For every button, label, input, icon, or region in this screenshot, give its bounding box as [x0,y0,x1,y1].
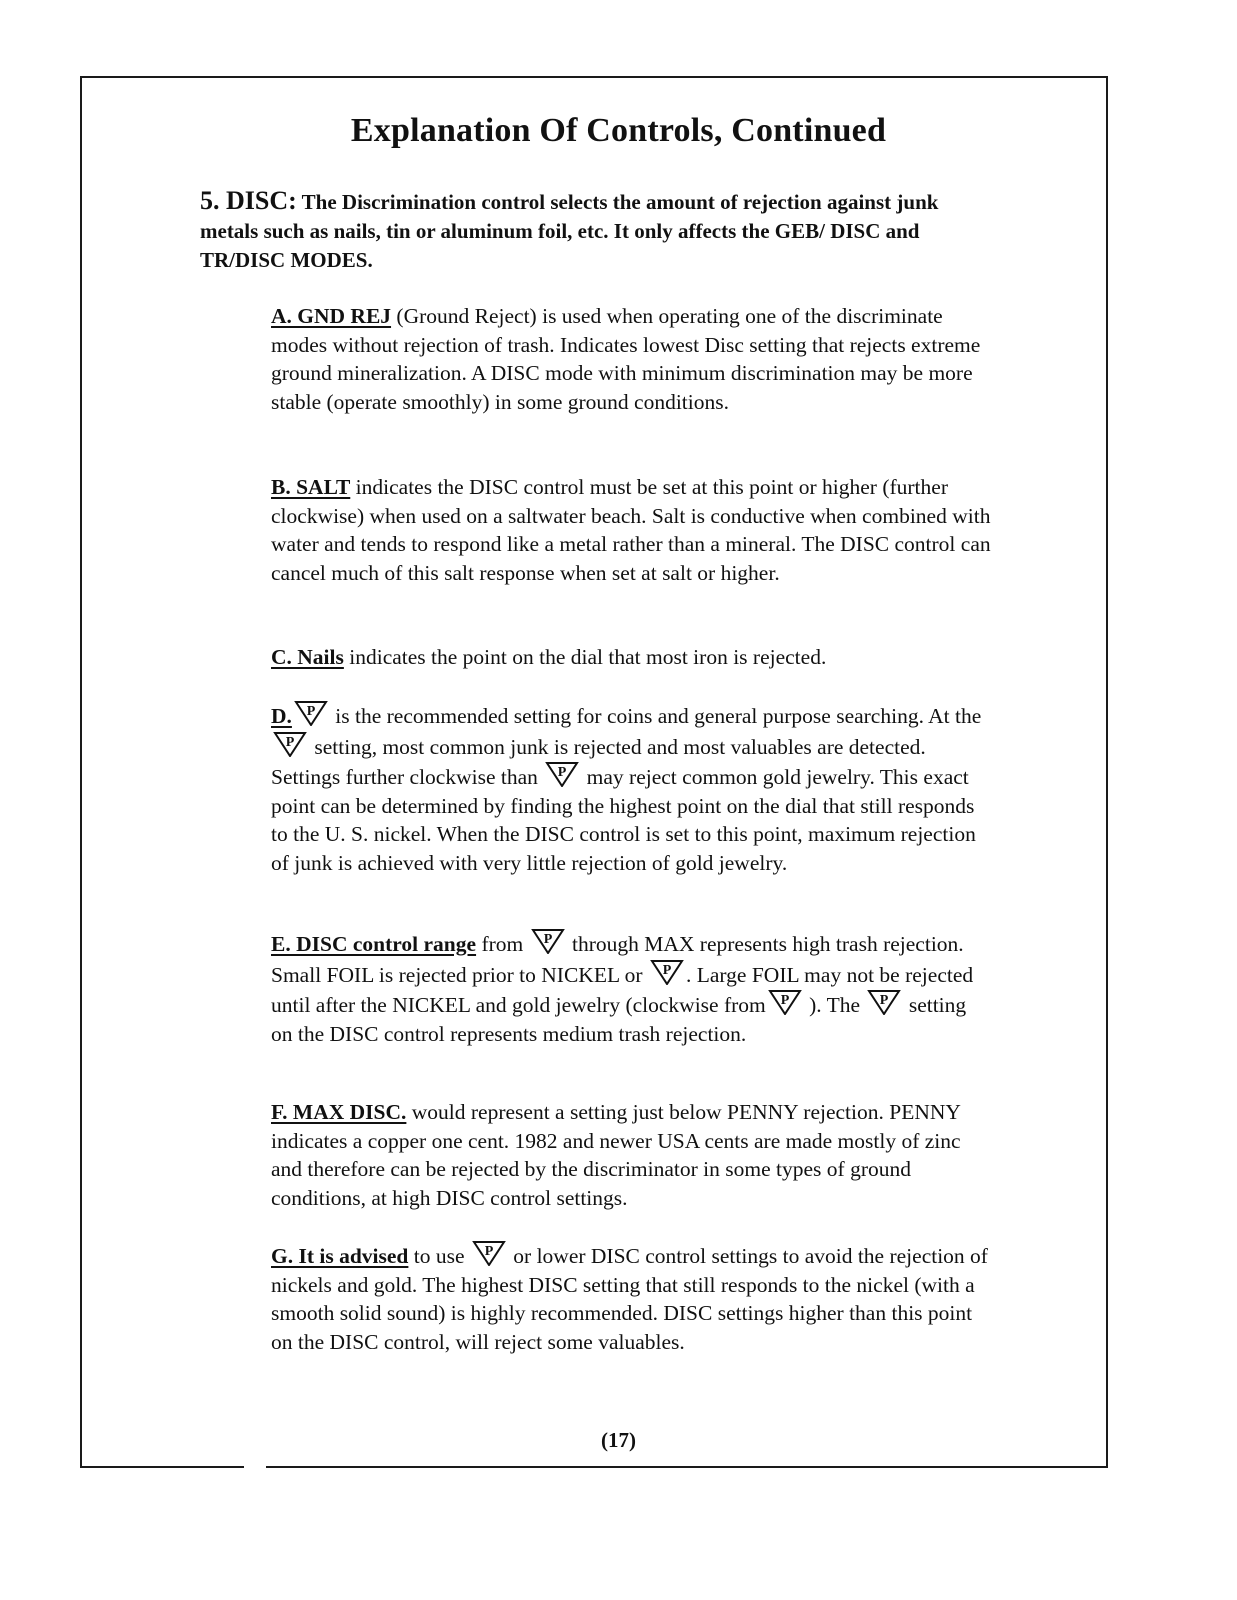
border-gap [244,1464,266,1472]
page-number: (17) [601,1428,636,1452]
section-f [271,1098,991,1212]
section-g [271,1240,991,1356]
section-c [271,643,991,672]
section-e-text-2: through MAX represents high trash rejection. Small FOIL is rejected prior to NICKEL or [271,932,964,987]
section-c-lead: C. Nails [271,645,344,669]
section-b-lead: B. SALT [271,475,351,499]
disc-intro [200,186,1000,275]
section-e-text-5: setting on the DISC control represents medium trash rejection. [271,993,967,1046]
p-triangle-icon [472,1240,506,1266]
section-d-lead: D. [271,704,292,728]
page-title: Explanation Of Controls, Continued [350,112,887,149]
p-triangle-icon [768,989,802,1015]
section-c-text: indicates the point on the dial that most iron is rejected. [343,645,827,669]
disc-intro-text: The Discrimination control selects the amount of rejection against junk metals such as nails, tin or aluminum foil, etc. It only affects the GEB/ DISC and TR/DISC MODES. [200,190,939,272]
section-e-text-3: . Large FOIL may not be rejected until after the NICKEL and gold jewelry (clockwise from [271,962,974,1017]
section-b-text: indicates the DISC control must be set at this point or higher (further clockwise) when used on a saltwater beach. Salt is conductive when combined with water and tends to respond like a metal rather than a mineral. The DISC control can cancel much of this salt response when set at salt or higher. [271,475,991,585]
section-g-text-2: or lower DISC control settings to avoid the rejection of nickels and gold. The highest DISC setting that still responds to the nickel (with a smooth solid sound) is highly recommended. DISC settings higher than this point on the DISC control, will reject some valuables. [271,1244,988,1354]
section-e-text-4: ). The [803,993,866,1017]
section-d-text-3: may reject common gold jewelry. This exact point can be determined by finding the highest point on the dial that still responds to the U. S. nickel. When the DISC control is set to this point, maximum rejection of junk is achieved with very little rejection of gold jewelry. [271,765,976,875]
disc-label: 5. DISC: [200,186,297,215]
section-b [271,473,991,587]
section-g-lead: G. It is advised [271,1244,409,1268]
section-a [271,302,991,416]
section-f-text: would represent a setting just below PENNY rejection. PENNY indicates a copper one cent. 1982 and newer USA cents are made mostly of zinc and therefore can be rejected by the discriminator in some types of ground conditions, at high DISC control settings. [271,1100,961,1210]
section-d-text-2: setting, most common junk is rejected and most valuables are detected. Settings further clockwise than [271,734,926,789]
p-triangle-icon [650,959,684,985]
section-d [271,700,991,877]
section-e [271,928,991,1048]
p-triangle-icon [545,761,579,787]
section-e-lead: E. DISC control range [271,932,477,956]
section-a-text: (Ground Reject) is used when operating one of the discriminate modes without rejection of trash. Indicates lowest Disc setting that rejects extreme ground mineralization. A DISC mode with minimum discrimination may be more stable (operate smoothly) in some ground conditions. [271,304,981,414]
p-triangle-icon [273,731,307,757]
p-triangle-icon [867,989,901,1015]
p-triangle-icon [294,700,328,726]
section-f-lead: F. MAX DISC. [271,1100,407,1124]
section-a-lead: A. GND REJ [271,304,392,328]
section-d-text-1: is the recommended setting for coins and general purpose searching. At the [329,704,982,728]
p-triangle-icon [531,928,565,954]
section-g-text-1: to use [408,1244,470,1268]
section-e-text-1: from [476,932,529,956]
